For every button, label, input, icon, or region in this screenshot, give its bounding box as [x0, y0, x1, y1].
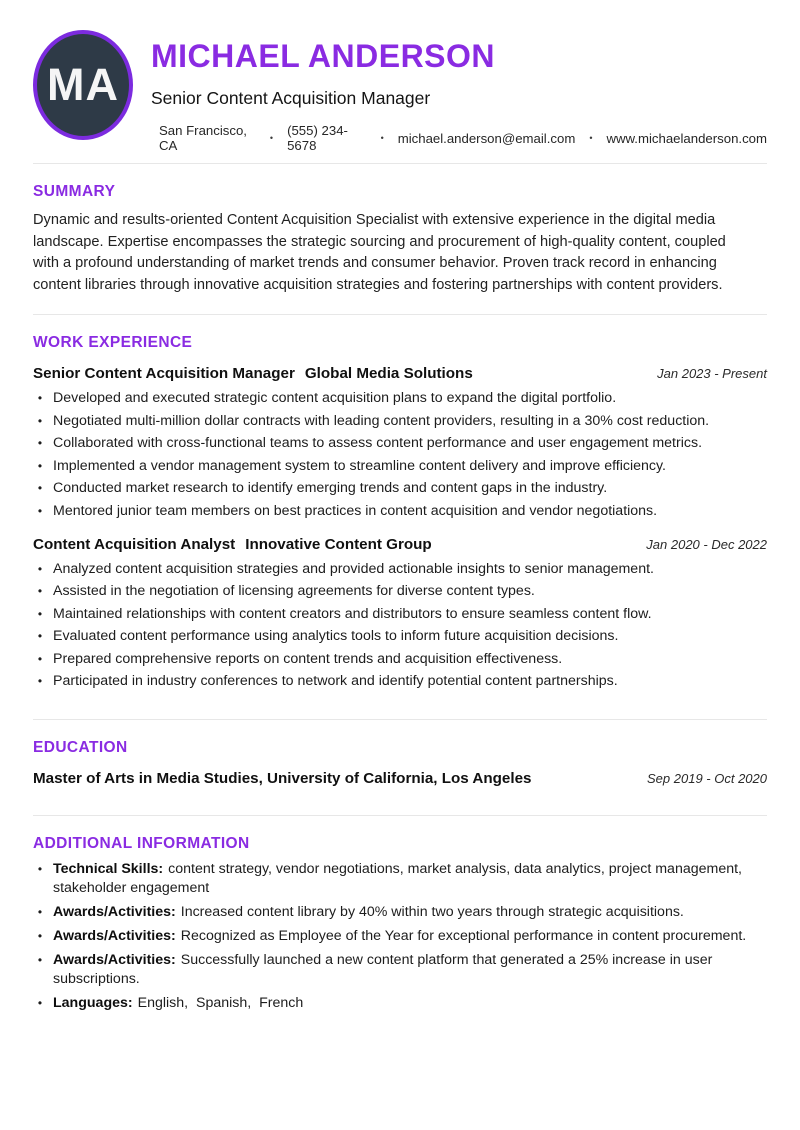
bullet-item — [33, 502, 767, 521]
bullet-item — [33, 560, 767, 579]
bullet-marker-icon: • — [37, 391, 43, 406]
job-title-company — [33, 536, 432, 553]
summary-body: Dynamic and results-oriented Content Acquisition Specialist with extensive experience in the digital media landscape. Expertise encompasses the strategic sourcing and procurement of high-quality content, coupled with a profound understanding of market trends and consumer behavior. Proven track record in enhancing content libraries through innovative acquisition strategies and fostering partnerships with content providers. — [33, 212, 726, 293]
job-company: Global Media Solutions — [304, 365, 473, 383]
section-summary — [33, 183, 767, 296]
bullet-marker-icon: • — [37, 413, 43, 428]
separator-dot-icon: • — [589, 133, 593, 144]
bullet-marker-icon: • — [37, 905, 43, 920]
bullet-marker-icon: • — [37, 436, 43, 451]
job-dates: Jan 2020 - Dec 2022 — [646, 536, 767, 552]
bullet-text: Prepared comprehensive reports on content trends and acquisition effectiveness. — [53, 650, 563, 667]
bullet-text: Negotiated multi-million dollar contracts with leading content providers, resulting in a 30% cost reduction. — [53, 412, 710, 429]
bullet-text: Conducted market research to identify emerging trends and content gaps in the industry. — [53, 480, 608, 497]
bullet-marker-icon: • — [37, 503, 43, 518]
separator-dot-icon: • — [380, 133, 384, 144]
additional-info-list — [33, 860, 767, 1013]
bullet-item — [33, 412, 767, 431]
additional-information-heading: ADDITIONAL INFORMATION — [33, 835, 250, 853]
bullet-marker-icon: • — [37, 651, 43, 666]
bullet-marker-icon: • — [37, 481, 43, 496]
additional-info-item — [33, 927, 767, 946]
bullet-text: Evaluated content performance using analytics tools to inform future acquisition decisions. — [53, 628, 619, 645]
info-value: Successfully launched a new content platform that generated a 25% increase in user subscriptions. — [53, 952, 717, 988]
bullet-marker-icon: • — [37, 561, 43, 576]
education-heading: EDUCATION — [33, 739, 128, 757]
divider — [33, 815, 767, 816]
contact-website: www.michaelanderson.com — [606, 130, 767, 146]
job-title: Content Acquisition Analyst — [33, 535, 236, 553]
section-additional-information — [33, 835, 767, 1013]
job-dates: Jan 2023 - Present — [657, 366, 767, 382]
additional-info-item — [33, 951, 767, 989]
info-value: English, Spanish, French — [137, 995, 304, 1012]
avatar — [33, 30, 133, 140]
bullet-marker-icon: • — [37, 458, 43, 473]
job-title-company — [33, 365, 473, 382]
info-label: Languages: — [53, 995, 133, 1012]
bullet-item — [33, 434, 767, 453]
bullet-text: Implemented a vendor management system to streamline content delivery and improve efficiency. — [53, 457, 666, 474]
header-text — [151, 30, 767, 153]
avatar-initials: MA — [47, 59, 119, 110]
summary-heading: SUMMARY — [33, 183, 116, 201]
bullet-text: Mentored junior team members on best practices in content acquisition and vendor negotiations. — [53, 502, 658, 519]
divider — [33, 314, 767, 315]
bullet-text: Participated in industry conferences to network and identify potential content partnerships. — [53, 673, 618, 690]
additional-info-text — [53, 903, 684, 922]
bullet-text: Maintained relationships with content creators and distributors to ensure seamless content flow. — [53, 605, 652, 622]
bullet-marker-icon: • — [37, 629, 43, 644]
job-entry — [33, 365, 767, 521]
info-value: Increased content library by 40% within two years through strategic acquisitions. — [180, 904, 684, 921]
bullet-item — [33, 582, 767, 601]
bullet-text: Developed and executed strategic content acquisition plans to expand the digital portfolio. — [53, 390, 617, 407]
contact-location: San Francisco, CA — [159, 123, 247, 154]
bullet-item — [33, 650, 767, 669]
job-bullet-list — [33, 389, 767, 521]
bullet-marker-icon: • — [37, 584, 43, 599]
additional-info-text — [53, 951, 767, 989]
bullet-text: Collaborated with cross-functional teams to assess content performance and user engagement metrics. — [53, 435, 703, 452]
bullet-marker-icon: • — [37, 674, 43, 689]
bullet-marker-icon: • — [37, 606, 43, 621]
additional-info-text — [53, 860, 767, 898]
job-company: Innovative Content Group — [245, 535, 432, 553]
work-experience-heading: WORK EXPERIENCE — [33, 334, 193, 352]
bullet-marker-icon: • — [37, 929, 43, 944]
info-value: content strategy, vendor negotiations, market analysis, data analytics, project management, stakeholder engagement — [53, 861, 746, 897]
info-label: Awards/Activities: — [53, 904, 176, 921]
bullet-marker-icon: • — [37, 862, 43, 877]
job-bullet-list — [33, 560, 767, 692]
resume-header — [33, 0, 767, 153]
info-label: Awards/Activities: — [53, 928, 176, 945]
divider — [33, 719, 767, 720]
section-work-experience — [33, 334, 767, 691]
bullet-marker-icon: • — [37, 996, 43, 1011]
additional-info-item — [33, 903, 767, 922]
bullet-item — [33, 479, 767, 498]
job-header — [33, 365, 767, 382]
education-entry — [33, 770, 767, 787]
divider — [33, 163, 767, 164]
additional-info-item — [33, 860, 767, 898]
bullet-item — [33, 457, 767, 476]
additional-info-text — [53, 927, 746, 946]
header-job-title: Senior Content Acquisition Manager — [151, 88, 431, 109]
education-degree — [33, 770, 531, 787]
bullet-item — [33, 389, 767, 408]
bullet-item — [33, 672, 767, 691]
additional-info-text — [53, 994, 303, 1013]
job-entry — [33, 536, 767, 692]
info-label: Awards/Activities: — [53, 952, 176, 969]
education-dates: Sep 2019 - Oct 2020 — [647, 771, 767, 787]
info-label: Technical Skills: — [53, 861, 164, 878]
contact-row — [159, 123, 767, 153]
bullet-marker-icon: • — [37, 953, 43, 968]
section-education — [33, 739, 767, 787]
bullet-item — [33, 605, 767, 624]
bullet-item — [33, 627, 767, 646]
additional-info-item — [33, 994, 767, 1013]
separator-dot-icon: • — [269, 133, 274, 144]
bullet-text: Analyzed content acquisition strategies and provided actionable insights to senior management. — [53, 560, 654, 577]
job-title: Senior Content Acquisition Manager — [33, 365, 295, 383]
contact-email: michael.anderson@email.com — [397, 130, 576, 146]
contact-phone: (555) 234-5678 — [287, 123, 348, 154]
job-header — [33, 536, 767, 553]
bullet-text: Assisted in the negotiation of licensing agreements for diverse content types. — [53, 583, 535, 600]
page-title: MICHAEL ANDERSON — [151, 38, 496, 74]
info-value: Recognized as Employee of the Year for exceptional performance in content procurement. — [180, 928, 747, 945]
degree-text: Master of Arts in Media Studies, University of California, Los Angeles — [33, 770, 532, 788]
